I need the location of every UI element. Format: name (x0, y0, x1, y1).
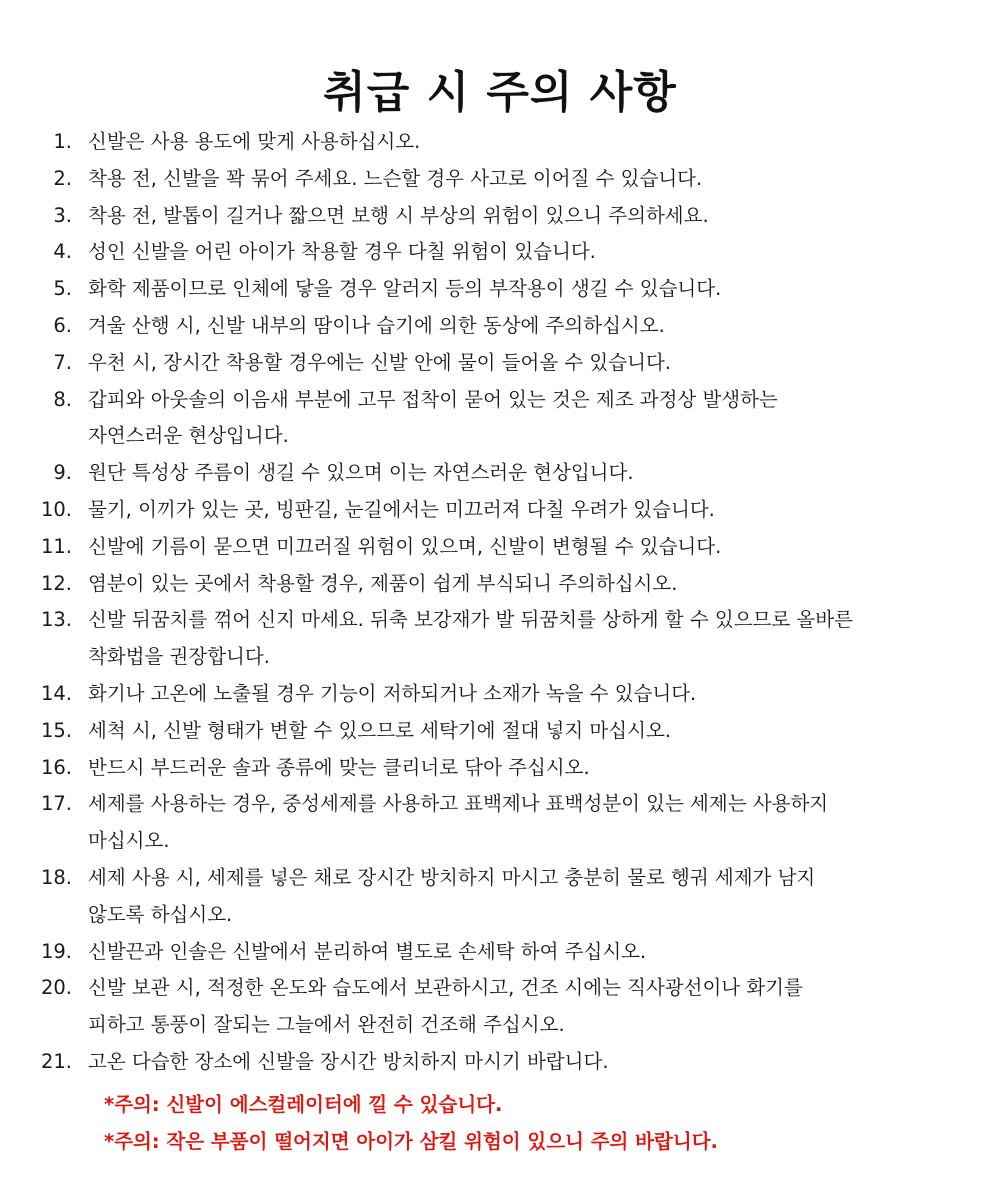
item-text-line: 염분이 있는 곳에서 착용할 경우, 제품이 쉽게 부식되니 주의하십시오. (88, 571, 678, 595)
warning-notes (104, 1087, 964, 1161)
item-text-line: 세제를 사용하는 경우, 중성세제를 사용하고 표백제나 표백성분이 있는 세제는 사용하지 (88, 792, 829, 816)
item-number: 16. (40, 755, 72, 779)
item-number: 1. (53, 130, 72, 153)
item-text (88, 713, 928, 750)
caution-item (0, 345, 1000, 382)
item-text-line: 갑피와 아웃솔의 이음새 부분에 고무 접착이 묻어 있는 것은 제조 과정상 발생하는 (88, 387, 778, 411)
item-text-line: 물기, 이끼가 있는 곳, 빙판길, 눈길에서는 미끄러져 다칠 우려가 있습니다. (88, 497, 715, 521)
item-text-line: 성인 신발을 어린 아이가 착용할 경우 다칠 위험이 있습니다. (88, 240, 596, 264)
caution-item (0, 271, 1000, 308)
item-text-line: 마십시오. (88, 829, 170, 853)
item-text-line: 원단 특성상 주름이 생길 수 있으며 이는 자연스러운 현상입니다. (88, 461, 634, 485)
caution-item (0, 529, 1000, 566)
item-number: 6. (53, 313, 72, 337)
item-number: 9. (53, 461, 72, 485)
item-text-line: 신발 뒤꿈치를 꺾어 신지 마세요. 뒤축 보강재가 발 뒤꿈치를 상하게 할 수 있으므로 올바른 (88, 608, 853, 632)
item-text (88, 566, 928, 603)
page-title: 취급 시 주의 사항 (323, 67, 677, 119)
caution-item (0, 602, 1000, 676)
item-text-line: 착용 전, 신발을 꽉 묶어 주세요. 느슨할 경우 사고로 이어질 수 있습니다. (88, 166, 703, 190)
caution-item (0, 198, 1000, 235)
item-number: 5. (53, 277, 72, 301)
item-text (88, 234, 928, 271)
item-number: 8. (53, 387, 72, 411)
item-text (88, 124, 928, 161)
item-text-line: 화기나 고온에 노출될 경우 기능이 저하되거나 소재가 녹을 수 있습니다. (88, 681, 697, 705)
warning-note: *주의: 작은 부품이 떨어지면 아이가 삼킬 위험이 있으니 주의 바랍니다. (104, 1129, 718, 1153)
item-number: 21. (40, 1049, 72, 1073)
caution-item (0, 786, 1000, 860)
item-number: 13. (40, 608, 72, 632)
caution-item (0, 492, 1000, 529)
item-text-line: 세척 시, 신발 형태가 변할 수 있으므로 세탁기에 절대 넣지 마십시오. (88, 718, 671, 742)
caution-item (0, 382, 1000, 456)
caution-item (0, 124, 1000, 161)
item-text-line: 고온 다습한 장소에 신발을 장시간 방치하지 마시기 바랍니다. (88, 1049, 609, 1073)
item-number: 19. (40, 939, 72, 963)
caution-list (0, 124, 1000, 1081)
item-text (88, 786, 928, 860)
item-text-line: 신발끈과 인솔은 신발에서 분리하여 별도로 손세탁 하여 주십시오. (88, 939, 647, 963)
item-text (88, 860, 928, 934)
caution-item (0, 1044, 1000, 1081)
item-text (88, 455, 928, 492)
caution-item (0, 970, 1000, 1044)
caution-item (0, 308, 1000, 345)
caution-item (0, 161, 1000, 198)
item-text (88, 198, 928, 235)
item-text-line: 피하고 통풍이 잘되는 그늘에서 완전히 건조해 주십시오. (88, 1013, 565, 1037)
item-text (88, 970, 928, 1044)
caution-item (0, 713, 1000, 750)
item-text-line: 자연스러운 현상입니다. (88, 424, 289, 448)
item-text-line: 신발에 기름이 묻으면 미끄러질 위험이 있으며, 신발이 변형될 수 있습니다. (88, 534, 722, 558)
item-text (88, 676, 928, 713)
item-text-line: 반드시 부드러운 솔과 종류에 맞는 클리너로 닦아 주십시오. (88, 755, 590, 779)
item-text-line: 세제 사용 시, 세제를 넣은 채로 장시간 방치하지 마시고 충분히 물로 헹궈 세제가 남지 (88, 865, 816, 889)
caution-item (0, 750, 1000, 787)
item-text (88, 750, 928, 787)
item-text-line: 신발은 사용 용도에 맞게 사용하십시오. (88, 130, 421, 153)
item-text-line: 않도록 하십시오. (88, 902, 233, 926)
item-text-line: 신발 보관 시, 적정한 온도와 습도에서 보관하시고, 건조 시에는 직사광선이나 화기를 (88, 976, 803, 1000)
item-number: 11. (40, 534, 72, 558)
item-text (88, 345, 928, 382)
item-number: 17. (40, 792, 72, 816)
item-text (88, 271, 928, 308)
caution-item (0, 455, 1000, 492)
caution-item (0, 860, 1000, 934)
item-text (88, 1044, 928, 1081)
item-text (88, 492, 928, 529)
caution-item (0, 234, 1000, 271)
caution-item (0, 676, 1000, 713)
item-text (88, 934, 928, 971)
item-number: 18. (40, 865, 72, 889)
item-text-line: 착화법을 권장합니다. (88, 645, 270, 669)
item-number: 15. (40, 718, 72, 742)
warning-note: *주의: 신발이 에스컬레이터에 낄 수 있습니다. (104, 1093, 503, 1116)
item-number: 3. (53, 203, 72, 227)
item-text (88, 308, 928, 345)
item-number: 20. (40, 976, 72, 1000)
item-text (88, 382, 928, 456)
item-text-line: 우천 시, 장시간 착용할 경우에는 신발 안에 물이 들어올 수 있습니다. (88, 350, 671, 374)
caution-item (0, 566, 1000, 603)
item-number: 14. (40, 681, 72, 705)
item-text-line: 겨울 산행 시, 신발 내부의 땀이나 습기에 의한 동상에 주의하십시오. (88, 313, 665, 337)
item-number: 4. (53, 240, 72, 264)
item-number: 10. (40, 497, 72, 521)
item-text (88, 529, 928, 566)
item-text (88, 602, 928, 676)
item-text (88, 161, 928, 198)
item-number: 2. (53, 166, 72, 190)
item-text-line: 화학 제품이므로 인체에 닿을 경우 알러지 등의 부작용이 생길 수 있습니다. (88, 277, 722, 301)
item-text-line: 착용 전, 발톱이 길거나 짧으면 보행 시 부상의 위험이 있으니 주의하세요. (88, 203, 709, 227)
caution-item (0, 934, 1000, 971)
item-number: 7. (53, 350, 72, 374)
item-number: 12. (40, 571, 72, 595)
